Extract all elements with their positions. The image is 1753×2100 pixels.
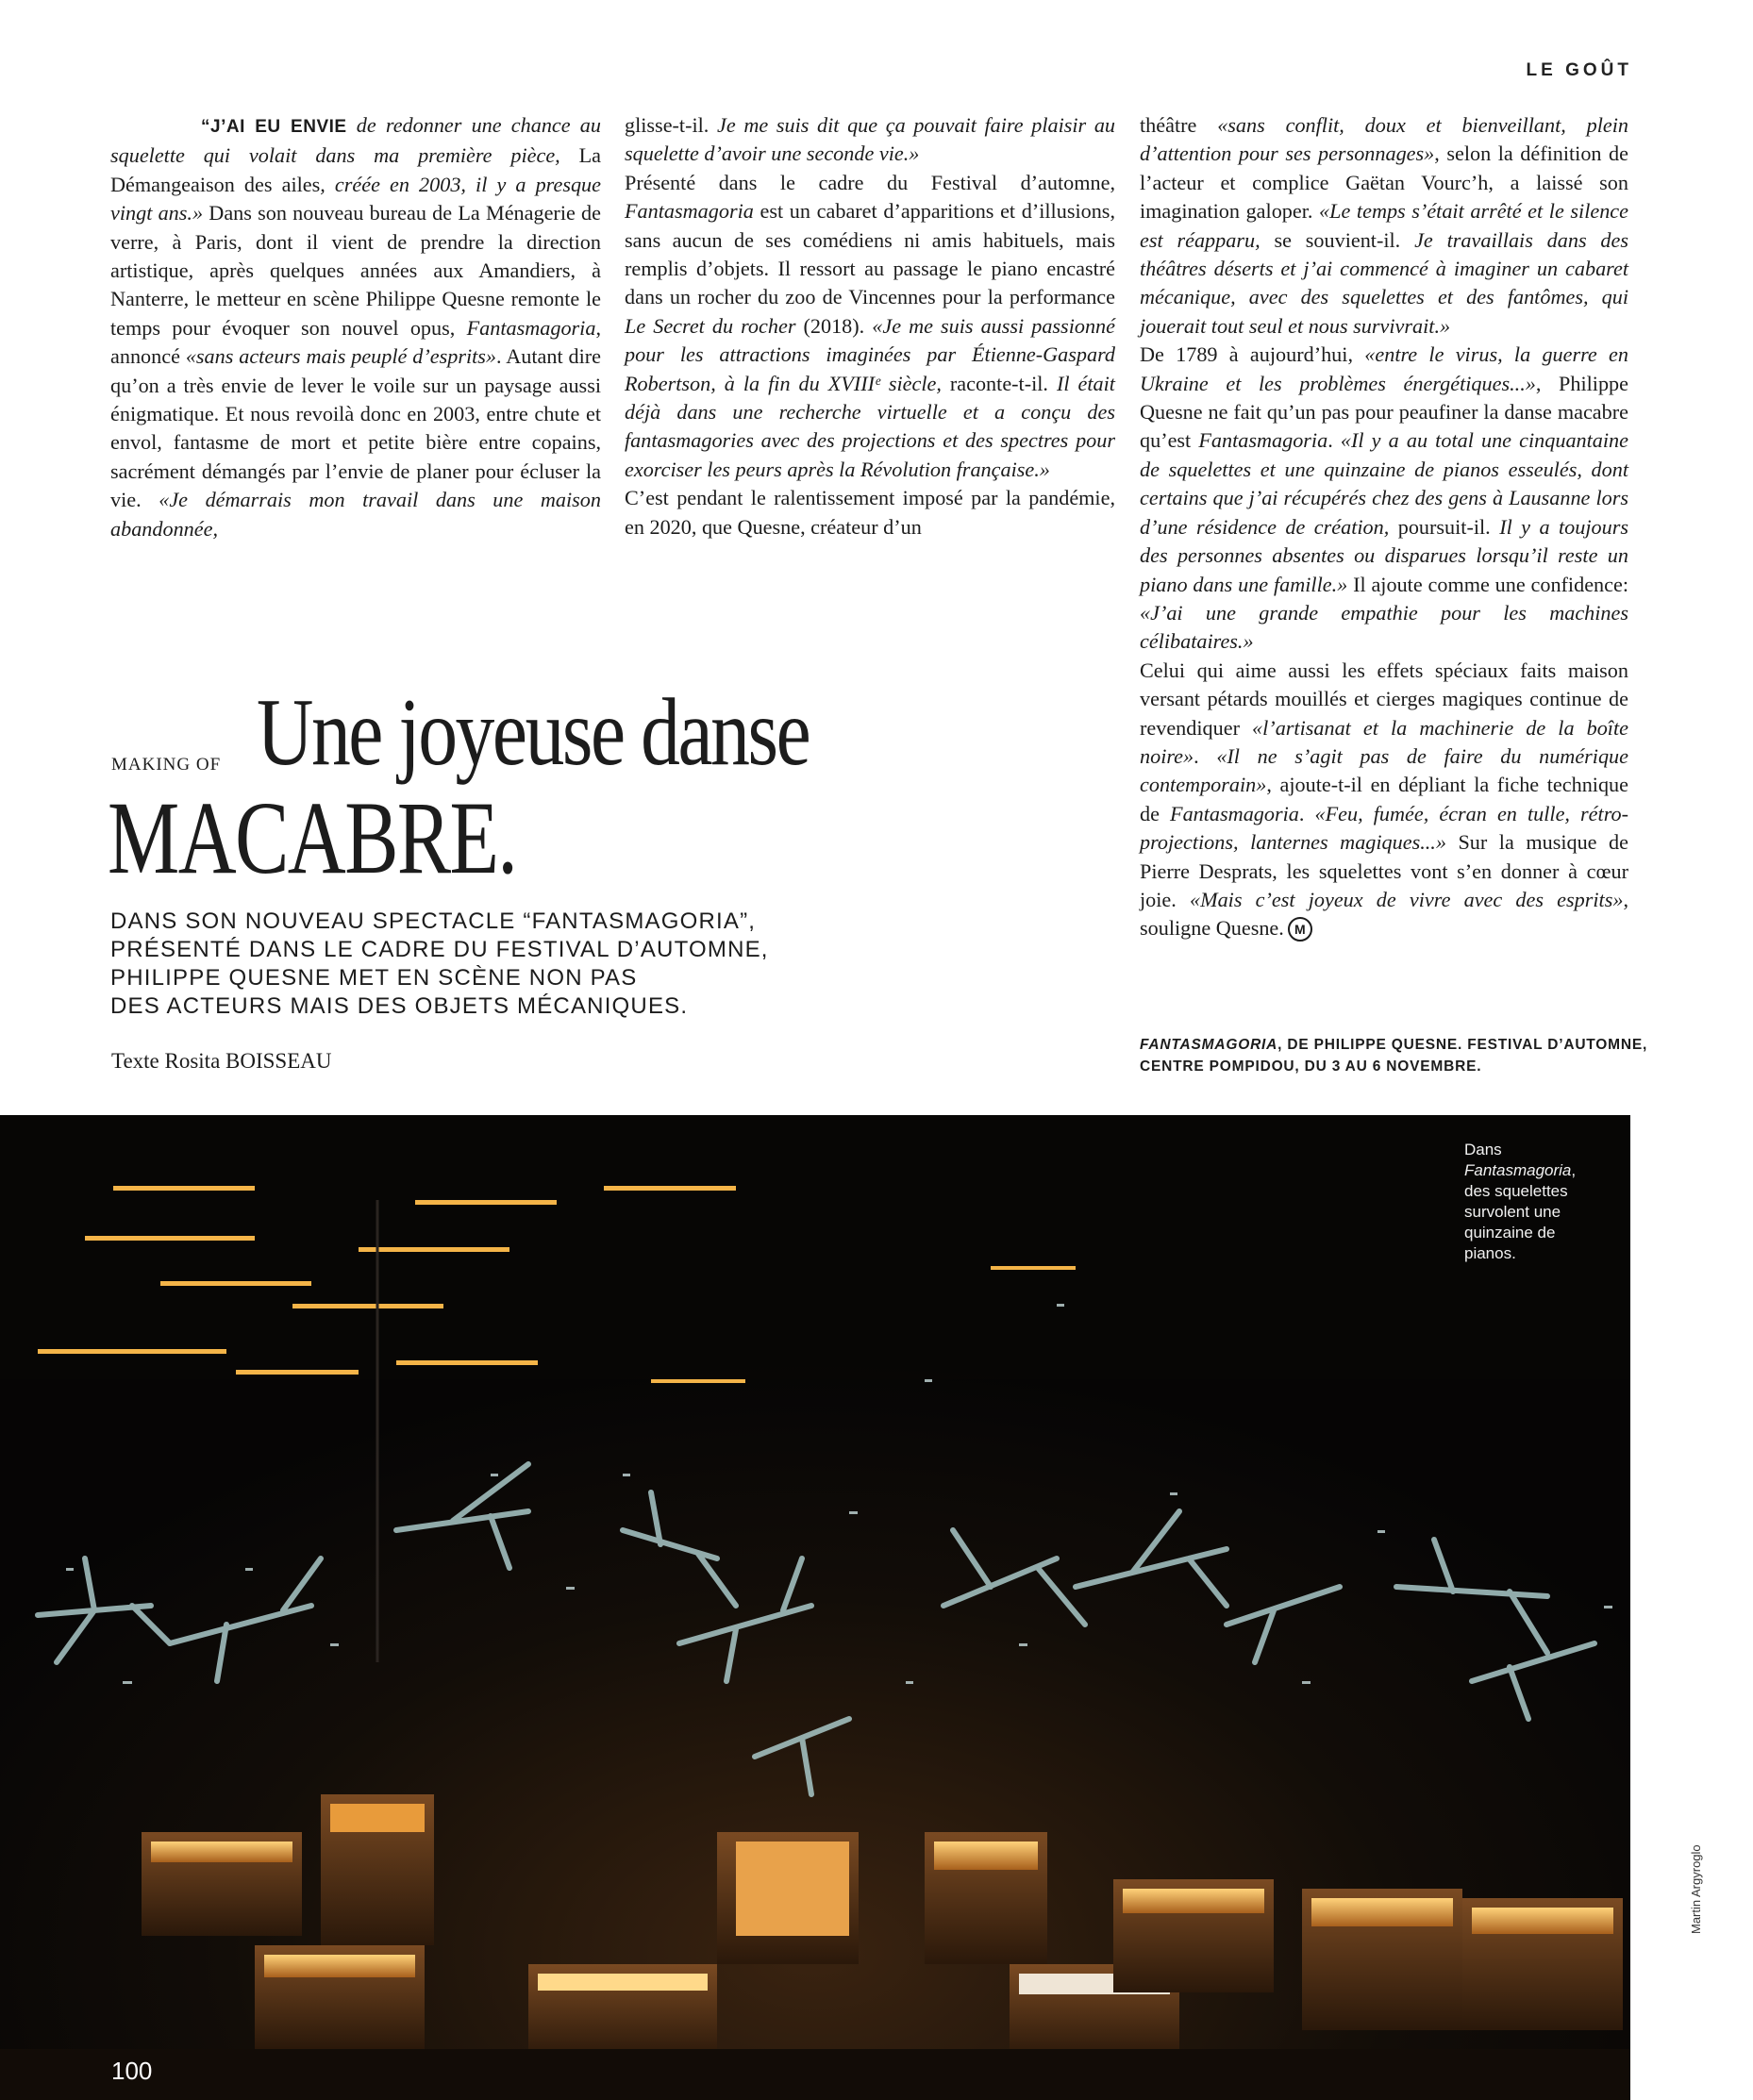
paragraph: De 1789 à aujourd’hui, «entre le virus, la guerre en Ukraine et les problèmes énergétiques...», Philippe Quesne ne fait qu’un pas pour peaufiner la danse macabre qu’est Fantasmagoria. «Il y a au total une cinquantaine de squelettes et une quinzaine de pianos esseulés, dont certains que j’ai récupérés chez des gens à Lausanne lors d’une résidence de création, poursuit-il. Il y a toujours des personnes absentes ou disparues lorsqu’il reste un piano dans une famille.» Il ajoute comme une confidence: «J’ai une grande empathie pour les machines célibataires.»: [1140, 342, 1629, 654]
lead-in: “J’AI EU ENVIE: [201, 117, 347, 137]
paragraph: C’est pendant le ralentissement imposé par la pandémie, en 2020, que Quesne, créateur d’un: [625, 486, 1115, 539]
paragraph: théâtre «sans conflit, doux et bienveillant, plein d’attention pour ses personnages», selon la définition de l’acteur et complice Gaëtan Vourc’h, a laissé son imagination galoper. «Le temps s’était arrêté et le silence est réapparu, se souvient-il. Je travaillais dans des théâtres déserts et j’ai commencé à imaginer un cabaret mécanique, avec des squelettes et des fantômes, qui jouerait tout seul et nous survivrait.»: [1140, 113, 1629, 338]
photo-caption: Dans Fantasmagoria, des squelettes survolent une quinzaine de pianos.: [1464, 1141, 1577, 1262]
paragraph: Celui qui aime aussi les effets spéciaux faits maison versant pétards mouillés et cierges magiques continue de revendiquer «l’artisanat et la machinerie de la boîte noire». «Il ne s’agit pas de faire du numérique contemporain», ajoute-t-il en dépliant la fiche technique de Fantasmagoria. «Feu, fumée, écran en tulle, rétro-projections, lanternes magiques...» Sur la musique de Pierre Desprats, les squelettes vont s’en donner à cœur joie. «Mais c’est joyeux de vivre avec des esprits», souligne Quesne. M: [1140, 658, 1629, 941]
paragraph: glisse-t-il. Je me suis dit que ça pouvait faire plaisir au squelette d’avoir une seconde vie.»: [625, 113, 1116, 166]
stage-photo-image: [0, 1115, 1630, 2100]
end-mark-icon: M: [1288, 917, 1312, 942]
article-column-1: [110, 111, 601, 543]
article-column-3: [1140, 111, 1628, 943]
stage-photo: [0, 1115, 1630, 2100]
paragraph: Présenté dans le cadre du Festival d’automne, Fantasmagoria est un cabaret d’apparitions et d’illusions, sans aucun de ses comédiens ni amis habituels, mais remplis d’objets. Il ressort au passage le piano encastré dans un rocher du zoo de Vincennes pour la performance Le Secret du rocher (2018). «Je me suis aussi passionné pour les attractions imaginées par Étienne-Gaspard Robertson, à la fin du XVIIIᵉ siècle, raconte-t-il. Il était déjà dans une recherche virtuelle et a conçu des fantasmagories avec des projections et des spectres pour exorciser les peurs après la Révolution française.»: [625, 170, 1115, 481]
standfirst-line: PHILIPPE QUESNE MET EN SCÈNE NON PAS: [110, 965, 638, 991]
byline: Texte Rosita BOISSEAU: [111, 1049, 332, 1073]
headline-line-1: Une joyeuse danse: [257, 679, 810, 786]
standfirst-line: DES ACTEURS MAIS DES OBJETS MÉCANIQUES.: [110, 993, 689, 1019]
headline-line-2: MACABRE.: [108, 780, 517, 895]
paragraph: “J’AI EU ENVIE de redonner une chance au squelette qui volait dans ma première pièce, La Démangeaison des ailes, créée en 2003, il y a presque vingt ans.» Dans son nouveau bureau de La Ménagerie de verre, à Paris, dont il vient de prendre la direction artistique, après quelques années aux Amandiers, à Nanterre, le metteur en scène Philippe Quesne remonte le temps pour évoquer son nouvel opus, Fantasmagoria, annoncé «sans acteurs mais peuplé d’esprits». Autant dire qu’on a très envie de lever le voile sur un paysage aussi énigmatique. Et nous revoilà donc en 2003, entre chute et envol, fantasme de mort et petite bière entre copains, sacrément démangés par l’envie de planer pour écluser la vie. «Je démarrais mon travail dans une maison abandonnée,: [110, 113, 601, 541]
show-title: FANTASMAGORIA: [1140, 1037, 1278, 1053]
standfirst-line: DANS SON NOUVEAU SPECTACLE “FANTASMAGORIA”,: [110, 908, 757, 934]
article-column-2: [625, 111, 1115, 542]
running-head: LE GOÛT: [1526, 60, 1632, 80]
page-number: 100: [111, 2057, 153, 2085]
show-credits: FANTASMAGORIA, DE PHILIPPE QUESNE. FESTIVAL D’AUTOMNE, CENTRE POMPIDOU, DU 3 AU 6 NOVEMBRE.: [1140, 1037, 1648, 1075]
standfirst: [110, 908, 884, 1021]
standfirst-line: PRÉSENTÉ DANS LE CADRE DU FESTIVAL D’AUTOMNE,: [110, 937, 769, 962]
kicker: MAKING OF: [111, 755, 222, 775]
photo-credit: Martin Argyroglo: [1689, 1844, 1703, 1934]
